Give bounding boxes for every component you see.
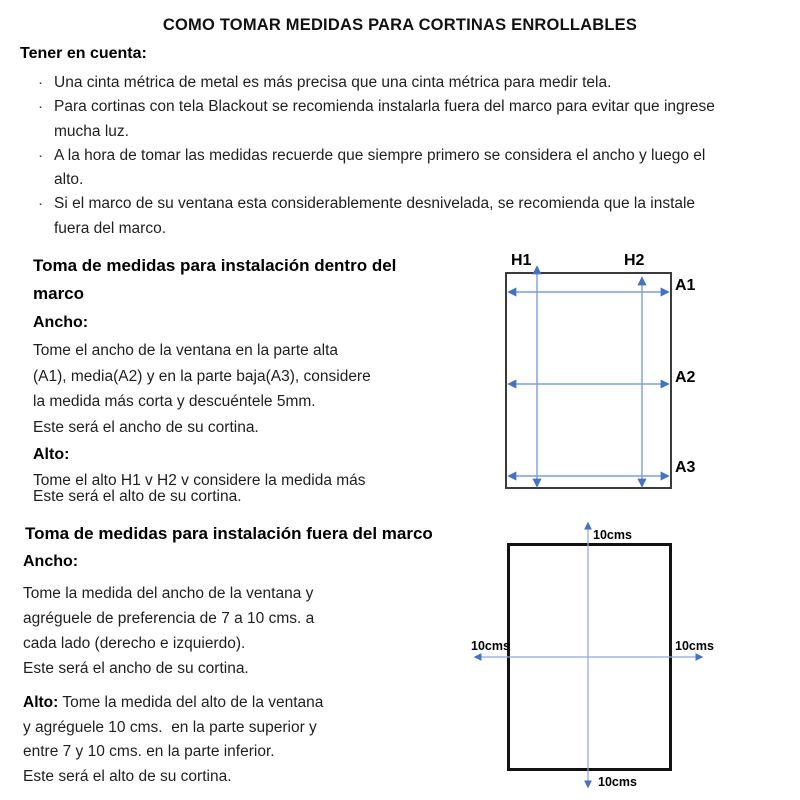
outside-alto-text bbox=[23, 691, 323, 789]
body-line: Este será el alto de su cortina. bbox=[23, 767, 232, 785]
body-line: la medida más corta y descuéntele 5mm. bbox=[33, 393, 316, 411]
inside-alto-text bbox=[33, 473, 366, 506]
outside-alto-label: Alto: bbox=[23, 694, 59, 711]
list-item bbox=[38, 192, 788, 241]
body-line: (A1), media(A2) y en la parte baja(A3), considere bbox=[33, 367, 371, 385]
note-text: Si el marco de su ventana esta considerablemente desnivelada, se recomienda que la instale bbox=[54, 195, 696, 213]
left-margin-label: 10cms bbox=[471, 639, 510, 653]
bullet-icon: · bbox=[38, 98, 43, 116]
note-text: Una cinta métrica de metal es más precisa que una cinta métrica para medir tela. bbox=[54, 74, 612, 91]
body-line: Tome la medida del ancho de la ventana y bbox=[23, 585, 314, 602]
note-text: Para cortinas con tela Blackout se recomienda instalarla fuera del marco para evitar que ingrese bbox=[54, 98, 715, 116]
body-line: agréguele de preferencia de 7 a 10 cms. a bbox=[23, 610, 315, 628]
diagram-outside-svg bbox=[440, 508, 800, 800]
body-line: Tome el ancho de la ventana en la parte alta bbox=[33, 342, 339, 359]
inside-ancho-label: Ancho: bbox=[33, 314, 89, 331]
notes-list bbox=[38, 71, 788, 241]
diagram-inside-svg bbox=[440, 248, 800, 500]
h1-label: H1 bbox=[511, 252, 532, 269]
top-margin-label: 10cms bbox=[593, 528, 632, 542]
note-text: fuera del marco. bbox=[54, 219, 166, 237]
inside-section-heading bbox=[33, 252, 463, 307]
body-line bbox=[23, 691, 323, 716]
body-line: entre 7 y 10 cms. en la parte inferior. bbox=[23, 743, 275, 761]
list-item bbox=[38, 71, 788, 95]
list-item bbox=[38, 95, 788, 144]
note-text: A la hora de tomar las medidas recuerde que siempre primero se considera el ancho y luego el bbox=[54, 146, 706, 164]
right-margin-label: 10cms bbox=[675, 639, 714, 653]
heading-line: Toma de medidas para instalación dentro del bbox=[33, 256, 397, 275]
body-line: Este será el ancho de su cortina. bbox=[23, 660, 249, 678]
bottom-margin-label: 10cms bbox=[598, 775, 637, 789]
outside-section-heading: Toma de medidas para instalación fuera del marco bbox=[25, 524, 433, 543]
body-line: Tome el alto H1 v H2 v considere la medida más bbox=[33, 472, 366, 489]
outside-ancho-text bbox=[23, 581, 314, 681]
a2-label: A2 bbox=[675, 369, 696, 386]
a1-label: A1 bbox=[675, 277, 696, 294]
bullet-icon: · bbox=[38, 146, 43, 164]
diagram-inside-frame bbox=[440, 248, 800, 500]
heading-line: marco bbox=[33, 283, 85, 303]
a3-label: A3 bbox=[675, 459, 696, 476]
body-line-rest: Tome la medida del alto de la ventana bbox=[58, 694, 324, 711]
body-line: Este será el alto de su cortina. bbox=[33, 488, 242, 506]
inside-alto-label: Alto: bbox=[33, 446, 70, 463]
window-frame-rect bbox=[506, 273, 671, 488]
h2-label: H2 bbox=[624, 252, 645, 269]
body-line: y agréguele 10 cms. en la parte superior y bbox=[23, 718, 317, 736]
list-item bbox=[38, 144, 788, 193]
body-line: cada lado (derecho e izquierdo). bbox=[23, 635, 246, 653]
notes-heading: Tener en cuenta: bbox=[20, 45, 147, 62]
inside-ancho-text bbox=[33, 338, 371, 440]
bullet-icon: · bbox=[38, 74, 43, 91]
note-text: alto. bbox=[54, 171, 84, 189]
bullet-icon: · bbox=[38, 195, 43, 213]
outside-ancho-label: Ancho: bbox=[23, 553, 79, 570]
diagram-outside-frame bbox=[440, 508, 800, 800]
note-text: mucha luz. bbox=[54, 122, 129, 140]
body-line: Este será el ancho de su cortina. bbox=[33, 418, 259, 436]
page-title: COMO TOMAR MEDIDAS PARA CORTINAS ENROLLABLES bbox=[162, 16, 638, 34]
